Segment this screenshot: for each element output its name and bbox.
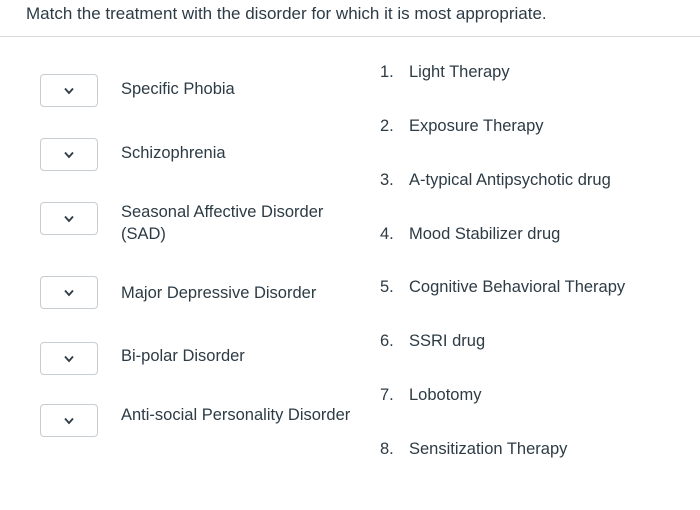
answer-select-2[interactable] [40, 138, 98, 171]
answer-number: 2. [380, 117, 394, 135]
prompt-label-1: Specific Phobia [121, 80, 235, 98]
prompt-label-4: Major Depressive Disorder [121, 284, 317, 302]
chevron-down-icon [64, 87, 74, 95]
answer-label: Lobotomy [409, 386, 482, 404]
prompt-label-2: Schizophrenia [121, 144, 226, 162]
answer-label: Cognitive Behavioral Therapy [409, 278, 626, 296]
answer-number: 6. [380, 332, 394, 350]
answer-number: 1. [380, 63, 394, 81]
question-text: Match the treatment with the disorder for which it is most appropriate. [26, 4, 547, 23]
answer-number: 8. [380, 440, 394, 458]
answer-option-3 [380, 169, 611, 191]
answer-select-5[interactable] [40, 342, 98, 375]
answer-label: Mood Stabilizer drug [409, 225, 561, 243]
header-divider [0, 36, 700, 37]
answer-select-3[interactable] [40, 202, 98, 235]
chevron-down-icon [64, 417, 74, 425]
answer-label: Sensitization Therapy [409, 440, 568, 458]
answer-select-1[interactable] [40, 74, 98, 107]
answer-number: 5. [380, 278, 394, 296]
chevron-down-icon [64, 151, 74, 159]
answer-number: 4. [380, 225, 394, 243]
prompt-label-3: Seasonal Affective Disorder (SAD) [121, 203, 324, 243]
answer-option-4 [380, 223, 560, 245]
answer-select-4[interactable] [40, 276, 98, 309]
chevron-down-icon [64, 355, 74, 363]
answer-option-1 [380, 61, 510, 83]
answer-select-6[interactable] [40, 404, 98, 437]
answer-option-5 [380, 276, 625, 298]
answer-number: 3. [380, 171, 394, 189]
prompt-label-6: Anti-social Personality Disorder [121, 406, 351, 424]
prompt-label-5: Bi-polar Disorder [121, 347, 245, 365]
chevron-down-icon [64, 215, 74, 223]
answer-label: SSRI drug [409, 332, 486, 350]
answer-option-7 [380, 384, 481, 406]
answer-option-6 [380, 330, 485, 352]
answer-label: Exposure Therapy [409, 117, 544, 135]
answer-number: 7. [380, 386, 394, 404]
answer-label: Light Therapy [409, 63, 510, 81]
chevron-down-icon [64, 289, 74, 297]
answer-label: A-typical Antipsychotic drug [409, 171, 611, 189]
answer-option-8 [380, 438, 567, 460]
answer-option-2 [380, 115, 544, 137]
